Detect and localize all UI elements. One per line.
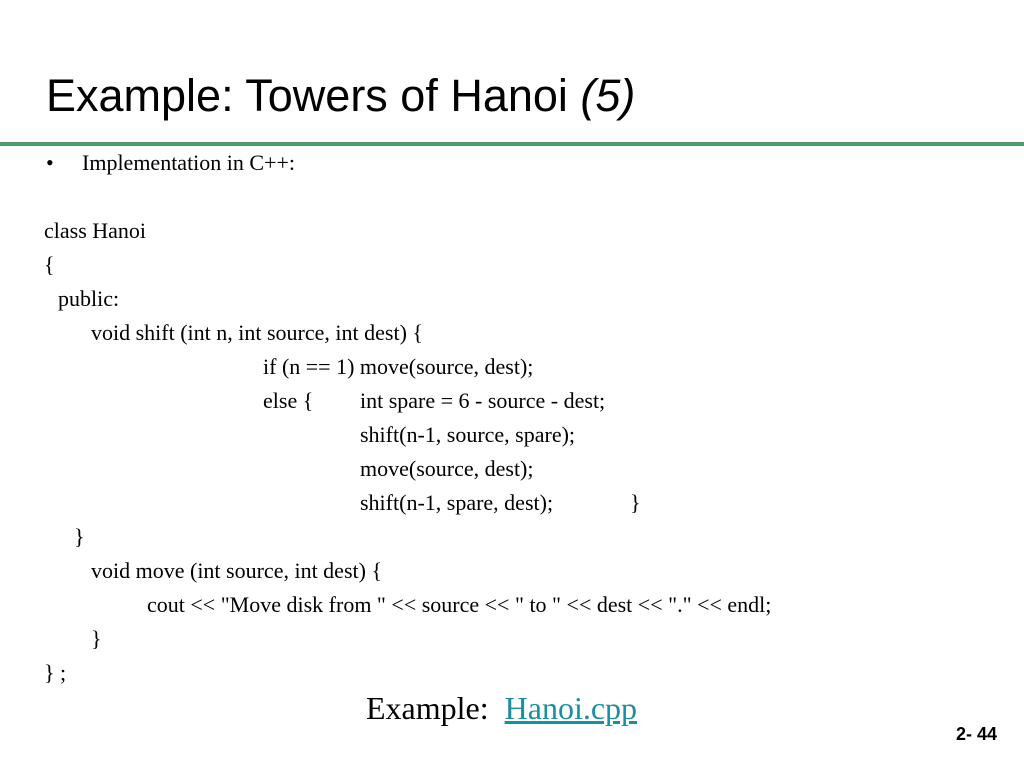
code-line: shift(n-1, source, spare); (360, 422, 576, 447)
bullet-item (46, 146, 295, 180)
code-line: move(source, dest); (360, 456, 534, 481)
bullet-text: Implementation in C++: (82, 150, 296, 175)
slide-title (46, 66, 635, 126)
code-line: shift(n-1, spare, dest); (360, 490, 554, 515)
code-line: public: (58, 286, 120, 311)
code-line: } (74, 524, 85, 549)
bullet-icon: • (46, 150, 54, 175)
example-reference (366, 688, 637, 728)
code-line: class Hanoi (44, 218, 147, 243)
title-main: Example: Towers of Hanoi (46, 70, 581, 121)
hanoi-cpp-link[interactable]: Hanoi.cpp (504, 690, 638, 726)
code-line: void shift (int n, int source, int dest) { (91, 320, 423, 345)
title-part-number: (5) (580, 70, 636, 121)
code-line: if (n == 1) move(source, dest); (263, 354, 534, 379)
code-line: } (630, 490, 641, 515)
example-label: Example: (366, 690, 489, 726)
code-line: else { (263, 388, 314, 413)
code-line: void move (int source, int dest) { (91, 558, 383, 583)
page-number: 2- 44 (955, 724, 997, 744)
code-line: cout << "Move disk from " << source << " to " << dest << "." << endl; (147, 592, 772, 617)
code-line: int spare = 6 - source - dest; (360, 388, 606, 413)
code-line: { (44, 252, 55, 277)
code-line: } ; (44, 660, 67, 685)
code-line: } (91, 626, 102, 651)
